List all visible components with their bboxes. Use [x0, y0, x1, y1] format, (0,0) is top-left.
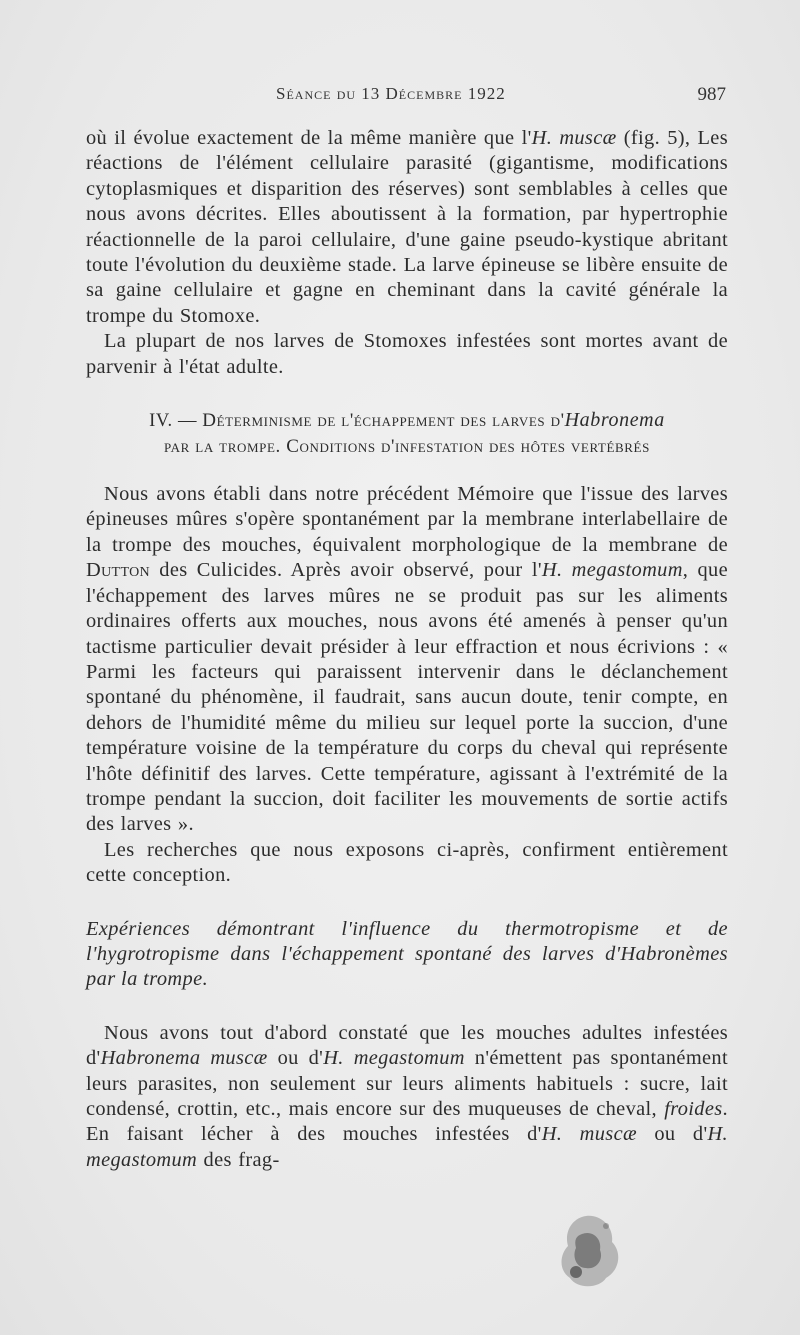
p1-species: H. muscæ: [531, 127, 617, 149]
p5-text-d: . En faisant lécher à des mouches infestées d': [86, 1098, 728, 1146]
section-title-a: Déterminisme de l'échappement des larves d': [202, 410, 565, 432]
p5-text-f: des frag-: [197, 1148, 280, 1171]
p5-species-3: H. muscæ: [541, 1123, 637, 1146]
p5-text-c: n'émettent pas spontanément leurs parasites, non seulement sur leurs aliments habituels : sucre, lait condensé, crottin, etc., mais encore sur des muqueuses de cheval,: [86, 1047, 728, 1120]
paragraph-3: [86, 482, 728, 838]
page-header: [88, 84, 728, 110]
p1-text-b: (fig. 5), Les réactions de l'élément cellulaire parasité (gigantisme, modifications cytoplasmiques et disparition des réserves) sont semblables à celles que nous avons décrites. Elles aboutissent à la formation, par hypertrophie réactionnelle de la paroi cellulaire, d'une gaine pseudo-kystique abritant toute l'évolution du deuxième stade. La larve épineuse se libère ensuite de sa gaine cellulaire et gagne en cheminant dans la cavité générale la trompe du Stomoxe.: [86, 127, 728, 327]
section-title-b: par la trompe. Conditions d'infestation des hôtes vertébrés: [164, 436, 650, 458]
running-head: Séance du 13 Décembre 1922: [276, 84, 506, 103]
page-number: 987: [697, 84, 726, 105]
p3-text-c: , que l'échappement des larves mûres ne se produit pas sur les aliments ordinaires offerts aux mouches, nous avons été amenés à penser qu'un tactisme particulier devait présider à leur effraction et nous écrivions : « Parmi les facteurs qui paraissent intervenir dans le déclanchement spontané du phénomène, il faudrait, sans aucun doute, tenir compte, en dehors de l'humidité même du milieu sur lequel porte la succion, d'une température voisine de la température du corps du cheval qui représente l'hôte définitif des larves. Cette température, agissant à l'extrémité de la trompe pendant la succion, doit faciliter les mouvements de sortie actifs des larves ».: [86, 559, 728, 836]
p5-text-e: ou d': [636, 1123, 708, 1146]
p5-text-b: ou d': [267, 1047, 324, 1070]
p3-author: Dutton: [86, 559, 151, 582]
p5-species-4: H. megastomum: [86, 1123, 728, 1171]
experiments-heading: Expériences démontrant l'influence du thermotropisme et de l'hygrotropisme dans l'échappement spontané des larves d'Habronèmes par la trompe.: [86, 917, 728, 991]
p5-text-a: Nous avons tout d'abord constaté que les mouches adultes infestées d': [86, 1021, 728, 1070]
paragraph-5: [86, 1021, 728, 1173]
section-heading-iv: [86, 408, 728, 460]
p3-text-b: des Culicides. Après avoir observé, pour l': [150, 559, 542, 582]
page-body: [86, 126, 728, 1173]
paragraph-2: La plupart de nos larves de Stomoxes infestées sont mortes avant de parvenir à l'état adulte.: [86, 330, 728, 378]
spacer: [86, 460, 728, 482]
ink-stain-blot: [556, 1212, 626, 1290]
paragraph-1: [86, 126, 728, 329]
paragraph-4: Les recherches que nous exposons ci-après, confirment entièrement cette conception.: [86, 838, 728, 887]
section-title-genus: Habronema: [564, 409, 665, 432]
section-number: IV. —: [149, 411, 203, 432]
spacer: [86, 993, 728, 1021]
p3-species: H. megastomum: [541, 559, 683, 582]
p3-text-a: Nous avons établi dans notre précédent Mémoire que l'issue des larves épineuses mûres s'opère spontanément par la membrane interlabellaire de la trompe des mouches, équivalent morphologique de la membrane de: [86, 483, 728, 556]
p5-species-2: H. megastomum: [323, 1047, 465, 1070]
p5-species-1: Habronema muscæ: [100, 1047, 268, 1070]
p5-word-froides: froides: [664, 1098, 723, 1120]
p1-text-a: où il évolue exactement de la même manière que l': [86, 127, 532, 149]
